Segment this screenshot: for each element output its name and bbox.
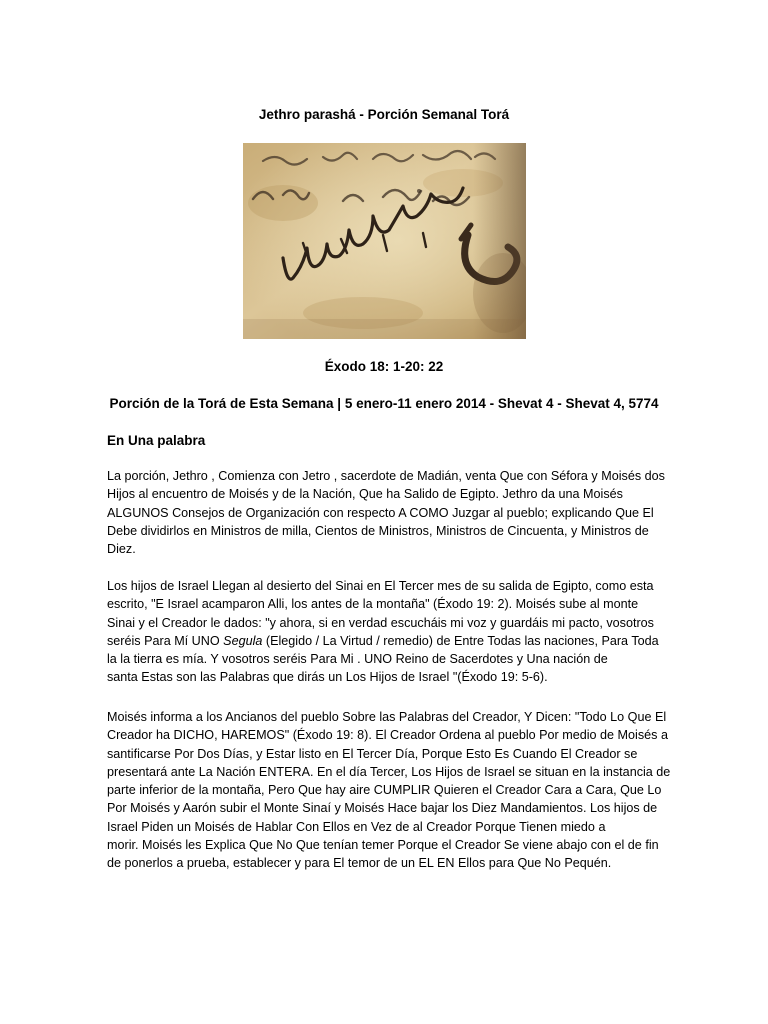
paragraph-line bbox=[107, 632, 667, 650]
paragraph-line: ALGUNOS Consejos de Organización con respecto A COMO Juzgar al pueblo; explicando Que El bbox=[107, 505, 654, 520]
paragraph-line: escrito, "E Israel acamparon Alli, los antes de la montaña" (Éxodo 19: 2). Moisés sube al monte bbox=[107, 597, 639, 612]
paragraph-3 bbox=[107, 708, 671, 873]
paragraph-line: presentará ante La Nación ENTERA. En el día Tercer, Los Hijos de Israel se situan en la instancia de bbox=[107, 764, 671, 779]
section-heading: En Una palabra bbox=[107, 433, 206, 448]
paragraph-1 bbox=[107, 467, 667, 558]
paragraph-line: santa Estas son las Palabras que dirás un Los Hijos de Israel "(Éxodo 19: 5-6). bbox=[107, 670, 548, 685]
document-title: Jethro parashá - Porción Semanal Torá bbox=[258, 107, 510, 122]
paragraph-line: la la tierra es mía. Y vosotros seréis Para Mi . UNO Reino de Sacerdotes y Una nación de bbox=[107, 652, 608, 667]
segula-italic: Segula bbox=[223, 633, 263, 648]
paragraph-line: Por Moisés y Aarón subir el Monte Sinaí y Moisés Hace bajar los Diez Mandamientos. Los hijos de bbox=[107, 801, 658, 816]
paragraph-line: Debe dividirlos en Ministros de milla, Cientos de Ministros, Ministros de Cincuenta, y Ministros de bbox=[107, 523, 649, 538]
handwritten-manuscript-image bbox=[243, 143, 526, 339]
paragraph-2 bbox=[107, 577, 667, 687]
paragraph-line: morir. Moisés les Explica Que No Que tenían temer Porque el Creador Se viene abajo con el de fin bbox=[107, 838, 659, 853]
paragraph-line: Creador ha DICHO, HAREMOS" (Éxodo 19: 8). El Creador Ordena al pueblo Por medio de Moisés a bbox=[107, 728, 668, 743]
paragraph-line: Los hijos de Israel Llegan al desierto del Sinai en El Tercer mes de su salida de Egipto, como esta bbox=[107, 579, 654, 593]
paragraph-line: de ponerlos a prueba, establecer y para El temor de un EL EN Ellos para Que No Pequén. bbox=[107, 856, 612, 871]
paragraph-line: parte inferior de la montaña, Pero Que hay aire CUMPLIR Quieren el Creador Cara a Cara, Que Lo bbox=[107, 783, 662, 798]
paragraph-line: santificarse Por Dos Días, y Estar listo en El Tercer Día, Porque Esto Es Cuando El Creador se bbox=[107, 746, 638, 761]
paragraph-line: Moisés informa a los Ancianos del pueblo Sobre las Palabras del Creador, Y Dicen: "Todo Lo Que El bbox=[107, 710, 667, 724]
portion-dates-line: Porción de la Torá de Esta Semana | 5 enero-11 enero 2014 - Shevat 4 - Shevat 4, 5774 bbox=[109, 396, 659, 411]
paragraph-line: Hijos al encuentro de Moisés y de la Nación, Que ha Salido de Egipto. Jethro da una Moisés bbox=[107, 487, 623, 502]
line-rest: (Elegido / La Virtud / remedio) de Entre Todas las naciones, Para Toda bbox=[262, 633, 659, 648]
paragraph-line: Diez. bbox=[107, 542, 136, 557]
paragraph-line: La porción, Jethro , Comienza con Jetro , sacerdote de Madián, venta Que con Séfora y Moisés dos bbox=[107, 469, 665, 483]
line-start: seréis Para Mí UNO bbox=[107, 633, 224, 648]
paragraph-line: Israel Piden un Moisés de Hablar Con Ellos en Vez de al Creador Porque Tienen miedo a bbox=[107, 819, 606, 834]
paragraph-line: Sinai y el Creador le dados: "y ahora, si en verdad escucháis mi voz y guardáis mi pacto, vosotros bbox=[107, 615, 654, 630]
scripture-reference: Éxodo 18: 1-20: 22 bbox=[324, 359, 444, 374]
